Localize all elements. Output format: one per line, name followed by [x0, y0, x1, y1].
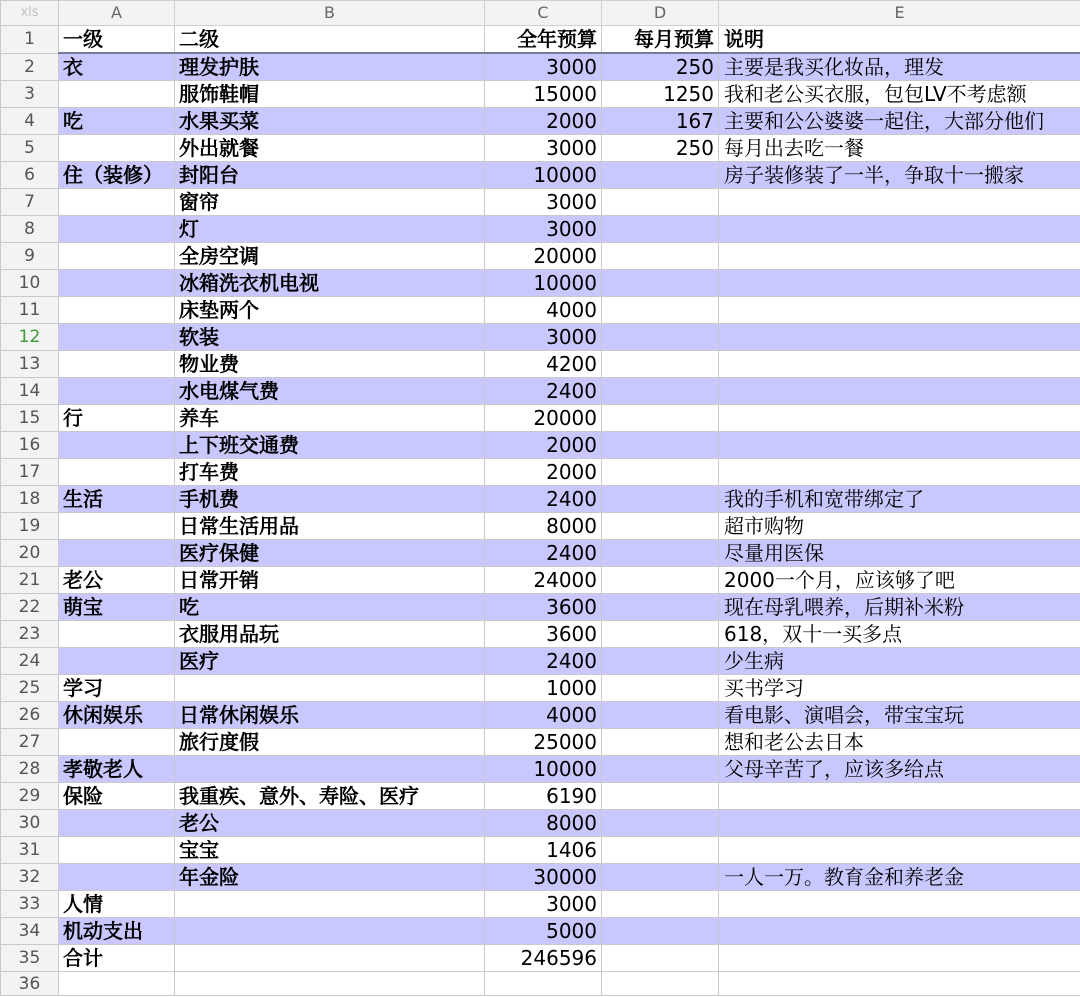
cell-annual-budget[interactable]: 20000 [485, 243, 602, 270]
cell-annual-budget[interactable]: 3000 [485, 891, 602, 918]
row-header[interactable]: 4 [1, 108, 59, 135]
table-row [1, 243, 1080, 270]
cell-note[interactable] [719, 810, 1080, 837]
cell-monthly-budget[interactable]: 250 [602, 53, 719, 81]
row-header[interactable]: 11 [1, 297, 59, 324]
cell-category[interactable] [59, 135, 175, 162]
cell-category[interactable]: 萌宝 [59, 594, 175, 621]
cell-category[interactable] [59, 864, 175, 891]
cell-note[interactable] [719, 378, 1080, 405]
cell-note[interactable] [719, 189, 1080, 216]
row-header[interactable]: 19 [1, 513, 59, 540]
row-header[interactable]: 35 [1, 945, 59, 972]
table-row [1, 540, 1080, 567]
cell-note[interactable]: 主要是我买化妆品，理发 [719, 53, 1080, 81]
cell-annual-budget[interactable]: 30000 [485, 864, 602, 891]
cell-subcategory[interactable]: 日常生活用品 [175, 513, 485, 540]
cell-note[interactable] [719, 432, 1080, 459]
cell-category[interactable]: 一级 [59, 26, 175, 54]
cell-category[interactable] [59, 81, 175, 108]
cell-monthly-budget[interactable] [602, 729, 719, 756]
cell-subcategory[interactable] [175, 891, 485, 918]
cell-note[interactable]: 父母辛苦了，应该多给点 [719, 756, 1080, 783]
cell-subcategory[interactable]: 灯 [175, 216, 485, 243]
cell-monthly-budget[interactable] [602, 594, 719, 621]
cell-category[interactable] [59, 540, 175, 567]
cell-monthly-budget[interactable] [602, 945, 719, 972]
cell-monthly-budget[interactable] [602, 648, 719, 675]
cell-monthly-budget[interactable] [602, 864, 719, 891]
cell-subcategory[interactable] [175, 945, 485, 972]
table-row [1, 135, 1080, 162]
cell-category[interactable] [59, 189, 175, 216]
row-header[interactable]: 20 [1, 540, 59, 567]
cell-annual-budget[interactable]: 4200 [485, 351, 602, 378]
cell-subcategory[interactable] [175, 972, 485, 996]
cell-annual-budget[interactable]: 3600 [485, 621, 602, 648]
cell-subcategory[interactable]: 全房空调 [175, 243, 485, 270]
row-header[interactable]: 12 [1, 324, 59, 351]
cell-subcategory[interactable]: 养车 [175, 405, 485, 432]
cell-category[interactable]: 吃 [59, 108, 175, 135]
cell-monthly-budget[interactable] [602, 567, 719, 594]
cell-note[interactable] [719, 216, 1080, 243]
cell-monthly-budget[interactable] [602, 783, 719, 810]
cell-subcategory[interactable] [175, 675, 485, 702]
cell-annual-budget[interactable]: 10000 [485, 756, 602, 783]
cell-subcategory[interactable] [175, 918, 485, 945]
cell-monthly-budget[interactable] [602, 513, 719, 540]
cell-annual-budget[interactable] [485, 972, 602, 996]
cell-annual-budget[interactable]: 全年预算 [485, 26, 602, 54]
table-row [1, 945, 1080, 972]
cell-annual-budget[interactable]: 8000 [485, 810, 602, 837]
cell-category[interactable]: 衣 [59, 53, 175, 81]
table-row [1, 270, 1080, 297]
row-header[interactable]: 8 [1, 216, 59, 243]
cell-subcategory[interactable]: 衣服用品玩 [175, 621, 485, 648]
table-row [1, 621, 1080, 648]
cell-note[interactable]: 2000一个月，应该够了吧 [719, 567, 1080, 594]
cell-category[interactable] [59, 378, 175, 405]
cell-category[interactable]: 住（装修） [59, 162, 175, 189]
cell-note[interactable] [719, 945, 1080, 972]
cell-annual-budget[interactable]: 25000 [485, 729, 602, 756]
column-header-c[interactable]: C [485, 1, 602, 26]
cell-category[interactable]: 保险 [59, 783, 175, 810]
table-row [1, 297, 1080, 324]
row-header[interactable]: 17 [1, 459, 59, 486]
cell-annual-budget[interactable]: 2000 [485, 432, 602, 459]
cell-annual-budget[interactable]: 3000 [485, 53, 602, 81]
table-row [1, 486, 1080, 513]
row-header[interactable]: 27 [1, 729, 59, 756]
cell-category[interactable] [59, 513, 175, 540]
cell-category[interactable]: 休闲娱乐 [59, 702, 175, 729]
row-header[interactable]: 5 [1, 135, 59, 162]
table-row [1, 891, 1080, 918]
row-header[interactable]: 3 [1, 81, 59, 108]
table-row [1, 567, 1080, 594]
cell-subcategory[interactable] [175, 756, 485, 783]
cell-subcategory[interactable]: 服饰鞋帽 [175, 81, 485, 108]
cell-annual-budget[interactable]: 20000 [485, 405, 602, 432]
cell-note[interactable] [719, 297, 1080, 324]
cell-annual-budget[interactable]: 24000 [485, 567, 602, 594]
cell-monthly-budget[interactable] [602, 297, 719, 324]
cell-monthly-budget[interactable] [602, 243, 719, 270]
table-row [1, 918, 1080, 945]
cell-note[interactable]: 想和老公去日本 [719, 729, 1080, 756]
cell-note[interactable] [719, 270, 1080, 297]
cell-monthly-budget[interactable] [602, 972, 719, 996]
table-row [1, 810, 1080, 837]
select-all-corner[interactable]: xls [1, 1, 59, 26]
table-row [1, 594, 1080, 621]
cell-annual-budget[interactable]: 2400 [485, 648, 602, 675]
cell-monthly-budget[interactable] [602, 378, 719, 405]
column-header-e[interactable]: E [719, 1, 1080, 26]
cell-note[interactable]: 买书学习 [719, 675, 1080, 702]
cell-note[interactable] [719, 351, 1080, 378]
cell-note[interactable]: 一人一万。教育金和养老金 [719, 864, 1080, 891]
cell-monthly-budget[interactable]: 每月预算 [602, 26, 719, 54]
cell-subcategory[interactable]: 物业费 [175, 351, 485, 378]
cell-category[interactable]: 学习 [59, 675, 175, 702]
row-header[interactable]: 25 [1, 675, 59, 702]
table-row [1, 864, 1080, 891]
cell-category[interactable] [59, 972, 175, 996]
cell-annual-budget[interactable]: 15000 [485, 81, 602, 108]
cell-annual-budget[interactable]: 8000 [485, 513, 602, 540]
row-header[interactable]: 9 [1, 243, 59, 270]
cell-annual-budget[interactable]: 3000 [485, 324, 602, 351]
cell-annual-budget[interactable]: 2400 [485, 486, 602, 513]
cell-monthly-budget[interactable] [602, 324, 719, 351]
cell-monthly-budget[interactable]: 167 [602, 108, 719, 135]
cell-subcategory[interactable]: 二级 [175, 26, 485, 54]
cell-monthly-budget[interactable] [602, 351, 719, 378]
cell-category[interactable] [59, 324, 175, 351]
cell-monthly-budget[interactable] [602, 675, 719, 702]
cell-subcategory[interactable]: 手机费 [175, 486, 485, 513]
cell-category[interactable] [59, 459, 175, 486]
cell-annual-budget[interactable]: 3000 [485, 216, 602, 243]
cell-category[interactable]: 生活 [59, 486, 175, 513]
row-header[interactable]: 36 [1, 972, 59, 996]
column-header-b[interactable]: B [175, 1, 485, 26]
cell-subcategory[interactable]: 床垫两个 [175, 297, 485, 324]
cell-monthly-budget[interactable] [602, 432, 719, 459]
cell-monthly-budget[interactable]: 250 [602, 135, 719, 162]
cell-subcategory[interactable]: 软装 [175, 324, 485, 351]
cell-annual-budget[interactable]: 3600 [485, 594, 602, 621]
cell-category[interactable] [59, 432, 175, 459]
row-header[interactable]: 13 [1, 351, 59, 378]
row-header[interactable]: 29 [1, 783, 59, 810]
table-row [1, 53, 1080, 81]
cell-note[interactable]: 说明 [719, 26, 1080, 54]
cell-subcategory[interactable]: 年金险 [175, 864, 485, 891]
cell-monthly-budget[interactable] [602, 756, 719, 783]
cell-monthly-budget[interactable] [602, 540, 719, 567]
cell-category[interactable]: 机动支出 [59, 918, 175, 945]
cell-subcategory[interactable]: 水果买菜 [175, 108, 485, 135]
table-row [1, 702, 1080, 729]
cell-category[interactable] [59, 270, 175, 297]
cell-monthly-budget[interactable] [602, 162, 719, 189]
cell-note[interactable] [719, 891, 1080, 918]
cell-monthly-budget[interactable] [602, 459, 719, 486]
cell-monthly-budget[interactable] [602, 621, 719, 648]
row-header[interactable]: 15 [1, 405, 59, 432]
row-header[interactable]: 18 [1, 486, 59, 513]
table-row [1, 972, 1080, 996]
cell-category[interactable] [59, 648, 175, 675]
row-header[interactable]: 14 [1, 378, 59, 405]
row-header[interactable]: 10 [1, 270, 59, 297]
cell-annual-budget[interactable]: 2400 [485, 378, 602, 405]
cell-subcategory[interactable]: 日常开销 [175, 567, 485, 594]
cell-monthly-budget[interactable] [602, 270, 719, 297]
table-row [1, 459, 1080, 486]
table-row [1, 81, 1080, 108]
cell-annual-budget[interactable]: 1406 [485, 837, 602, 864]
row-header[interactable]: 7 [1, 189, 59, 216]
row-header[interactable]: 34 [1, 918, 59, 945]
cell-subcategory[interactable]: 医疗 [175, 648, 485, 675]
cell-annual-budget[interactable]: 10000 [485, 270, 602, 297]
row-header[interactable]: 31 [1, 837, 59, 864]
cell-note[interactable] [719, 837, 1080, 864]
cell-note[interactable] [719, 783, 1080, 810]
cell-monthly-budget[interactable] [602, 486, 719, 513]
cell-note[interactable]: 618，双十一买多点 [719, 621, 1080, 648]
cell-monthly-budget[interactable] [602, 189, 719, 216]
cell-category[interactable]: 合计 [59, 945, 175, 972]
cell-monthly-budget[interactable] [602, 837, 719, 864]
cell-category[interactable] [59, 729, 175, 756]
cell-note[interactable]: 超市购物 [719, 513, 1080, 540]
row-header[interactable]: 26 [1, 702, 59, 729]
table-row [1, 378, 1080, 405]
row-header[interactable]: 1 [1, 26, 59, 54]
cell-annual-budget[interactable]: 5000 [485, 918, 602, 945]
table-row [1, 513, 1080, 540]
table-row [1, 648, 1080, 675]
cell-subcategory[interactable]: 打车费 [175, 459, 485, 486]
cell-subcategory[interactable]: 冰箱洗衣机电视 [175, 270, 485, 297]
cell-subcategory[interactable]: 外出就餐 [175, 135, 485, 162]
cell-note[interactable] [719, 243, 1080, 270]
table-row [1, 189, 1080, 216]
row-header[interactable]: 30 [1, 810, 59, 837]
cell-annual-budget[interactable]: 4000 [485, 702, 602, 729]
cell-note[interactable]: 房子装修装了一半，争取十一搬家 [719, 162, 1080, 189]
cell-category[interactable]: 行 [59, 405, 175, 432]
cell-annual-budget[interactable]: 3000 [485, 135, 602, 162]
table-row [1, 162, 1080, 189]
cell-note[interactable]: 每月出去吃一餐 [719, 135, 1080, 162]
cell-subcategory[interactable]: 日常休闲娱乐 [175, 702, 485, 729]
cell-monthly-budget[interactable] [602, 810, 719, 837]
table-row [1, 26, 1080, 54]
table-row [1, 675, 1080, 702]
column-header-d[interactable]: D [602, 1, 719, 26]
cell-monthly-budget[interactable] [602, 702, 719, 729]
cell-monthly-budget[interactable]: 1250 [602, 81, 719, 108]
table-row [1, 351, 1080, 378]
cell-subcategory[interactable]: 旅行度假 [175, 729, 485, 756]
row-header[interactable]: 32 [1, 864, 59, 891]
cell-note[interactable] [719, 972, 1080, 996]
cell-note[interactable]: 我的手机和宽带绑定了 [719, 486, 1080, 513]
cell-note[interactable]: 我和老公买衣服，包包LV不考虑额 [719, 81, 1080, 108]
cell-category[interactable]: 人情 [59, 891, 175, 918]
cell-subcategory[interactable]: 我重疾、意外、寿险、医疗 [175, 783, 485, 810]
cell-subcategory[interactable]: 水电煤气费 [175, 378, 485, 405]
cell-category[interactable]: 老公 [59, 567, 175, 594]
cell-monthly-budget[interactable] [602, 216, 719, 243]
cell-note[interactable]: 尽量用医保 [719, 540, 1080, 567]
cell-annual-budget[interactable]: 10000 [485, 162, 602, 189]
cell-subcategory[interactable]: 理发护肤 [175, 53, 485, 81]
table-row [1, 405, 1080, 432]
cell-subcategory[interactable]: 宝宝 [175, 837, 485, 864]
cell-subcategory[interactable]: 老公 [175, 810, 485, 837]
table-row [1, 729, 1080, 756]
row-header[interactable]: 22 [1, 594, 59, 621]
row-header[interactable]: 28 [1, 756, 59, 783]
cell-note[interactable] [719, 405, 1080, 432]
row-header[interactable]: 24 [1, 648, 59, 675]
cell-annual-budget[interactable]: 6190 [485, 783, 602, 810]
table-row [1, 756, 1080, 783]
cell-subcategory[interactable]: 医疗保健 [175, 540, 485, 567]
cell-annual-budget[interactable]: 1000 [485, 675, 602, 702]
cell-annual-budget[interactable]: 2000 [485, 108, 602, 135]
cell-subcategory[interactable]: 上下班交通费 [175, 432, 485, 459]
row-header[interactable]: 23 [1, 621, 59, 648]
cell-note[interactable] [719, 324, 1080, 351]
cell-subcategory[interactable]: 吃 [175, 594, 485, 621]
cell-subcategory[interactable]: 窗帘 [175, 189, 485, 216]
row-header[interactable]: 6 [1, 162, 59, 189]
cell-annual-budget[interactable]: 246596 [485, 945, 602, 972]
cell-note[interactable] [719, 918, 1080, 945]
cell-category[interactable]: 孝敬老人 [59, 756, 175, 783]
cell-category[interactable] [59, 837, 175, 864]
cell-category[interactable] [59, 351, 175, 378]
cell-annual-budget[interactable]: 2000 [485, 459, 602, 486]
cell-note[interactable]: 主要和公公婆婆一起住，大部分他们 [719, 108, 1080, 135]
cell-note[interactable]: 看电影、演唱会，带宝宝玩 [719, 702, 1080, 729]
column-header-a[interactable]: A [59, 1, 175, 26]
table-row [1, 783, 1080, 810]
row-header[interactable]: 2 [1, 53, 59, 81]
cell-note[interactable]: 少生病 [719, 648, 1080, 675]
cell-category[interactable] [59, 621, 175, 648]
cell-monthly-budget[interactable] [602, 918, 719, 945]
cell-category[interactable] [59, 810, 175, 837]
row-header[interactable]: 16 [1, 432, 59, 459]
cell-category[interactable] [59, 297, 175, 324]
cell-subcategory[interactable]: 封阳台 [175, 162, 485, 189]
table-row [1, 216, 1080, 243]
cell-note[interactable] [719, 459, 1080, 486]
table-row [1, 108, 1080, 135]
cell-annual-budget[interactable]: 3000 [485, 189, 602, 216]
cell-monthly-budget[interactable] [602, 891, 719, 918]
row-header[interactable]: 21 [1, 567, 59, 594]
cell-annual-budget[interactable]: 2400 [485, 540, 602, 567]
table-row [1, 432, 1080, 459]
cell-monthly-budget[interactable] [602, 405, 719, 432]
cell-category[interactable] [59, 216, 175, 243]
cell-annual-budget[interactable]: 4000 [485, 297, 602, 324]
cell-category[interactable] [59, 243, 175, 270]
cell-note[interactable]: 现在母乳喂养，后期补米粉 [719, 594, 1080, 621]
table-row [1, 324, 1080, 351]
table-row [1, 837, 1080, 864]
row-header[interactable]: 33 [1, 891, 59, 918]
